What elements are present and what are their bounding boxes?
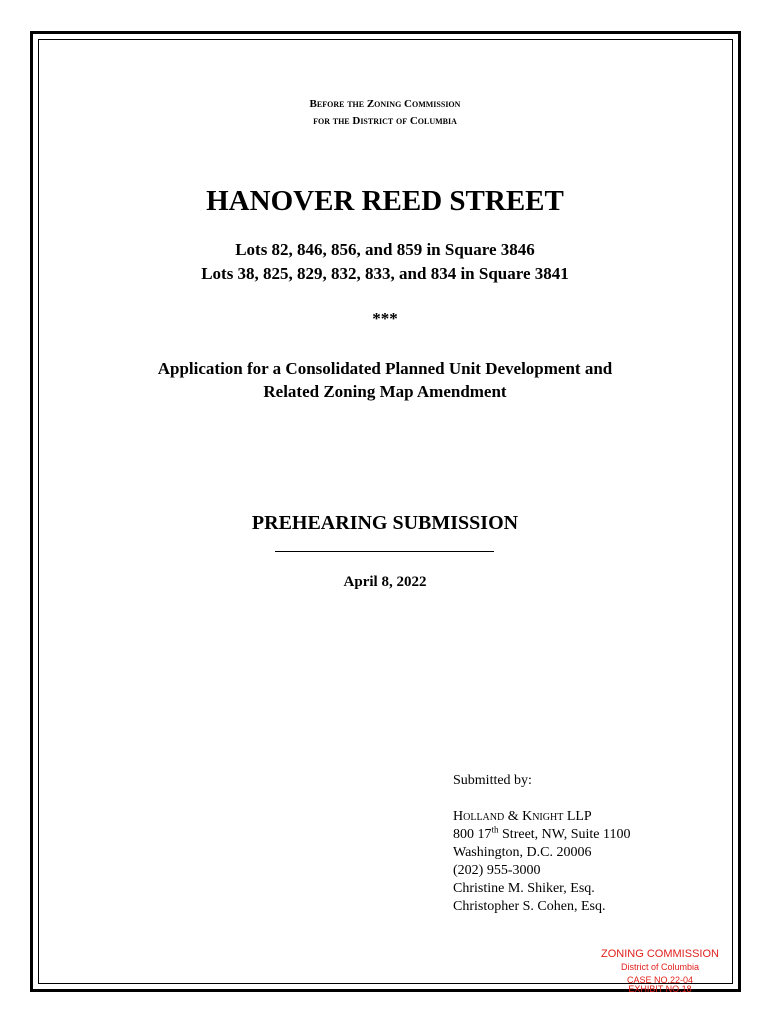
ordinal-suffix: th	[491, 824, 499, 835]
application-description	[0, 357, 770, 403]
title-underline-rule	[275, 551, 494, 552]
submitted-by-label: Submitted by:	[453, 773, 532, 788]
submitter-block	[453, 772, 630, 916]
attorney-name: Christopher S. Cohen, Esq.	[453, 899, 606, 914]
stamp-line-commission: ZONING COMMISSION	[601, 948, 719, 960]
submission-date: April 8, 2022	[343, 574, 427, 590]
stamp-line-exhibit: EXHIBIT NO.18	[628, 984, 692, 994]
stamp-line-case: CASE NO.22-04	[626, 975, 694, 985]
separator-stars: ***	[372, 309, 398, 328]
street-address	[453, 826, 630, 844]
street-rest: Street, NW, Suite 1100	[498, 827, 631, 842]
lots-line-square-3841: Lots 38, 825, 829, 832, 833, and 834 in Square 3841	[201, 264, 569, 283]
lots-line-square-3846: Lots 82, 846, 856, and 859 in Square 3846	[235, 240, 535, 259]
application-line1: Application for a Consolidated Planned Unit Development and	[157, 359, 613, 378]
commission-heading	[0, 96, 770, 130]
submission-title: PREHEARING SUBMISSION	[251, 512, 519, 534]
spacer	[453, 790, 630, 808]
phone-number: (202) 955-3000	[453, 863, 541, 878]
application-line2: Related Zoning Map Amendment	[263, 382, 507, 401]
street-number: 800 17	[453, 827, 492, 842]
city-state-zip: Washington, D.C. 20006	[453, 845, 592, 860]
zoning-commission-stamp	[560, 948, 760, 995]
lots-description	[0, 238, 770, 286]
commission-heading-line2: for the District of Columbia	[313, 115, 457, 127]
attorney-name: Christine M. Shiker, Esq.	[453, 881, 595, 896]
project-title: HANOVER REED STREET	[206, 185, 564, 217]
stamp-line-district: District of Columbia	[620, 962, 700, 972]
commission-heading-line1: Before the Zoning Commission	[309, 98, 461, 110]
firm-name: Holland & Knight LLP	[453, 809, 592, 824]
